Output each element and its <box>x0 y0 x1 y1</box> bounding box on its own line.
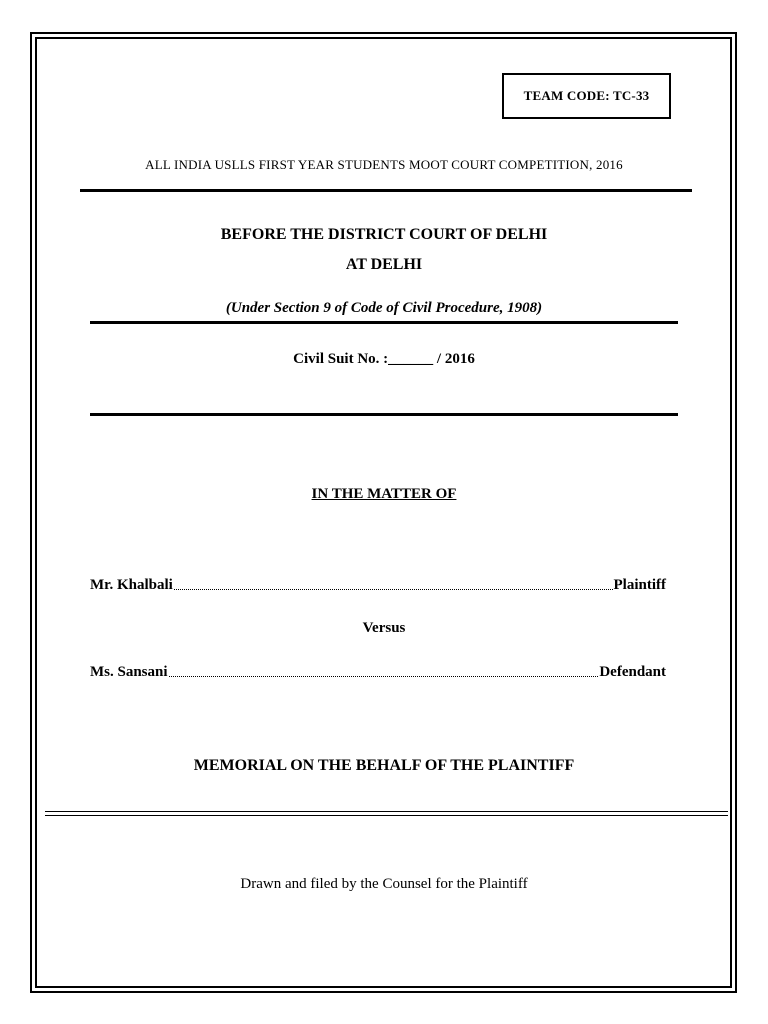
team-code-label: TEAM CODE: TC-33 <box>523 88 650 103</box>
defendant-leader-dots <box>169 675 599 677</box>
page-border-inner <box>35 37 732 988</box>
competition-title: ALL INDIA USLLS FIRST YEAR STUDENTS MOOT COURT COMPETITION, 2016 <box>145 157 623 172</box>
versus-label: Versus <box>362 620 406 636</box>
plaintiff-name: Mr. Khalbali <box>90 577 173 593</box>
team-code-box <box>502 73 671 119</box>
divider-rule-suit <box>90 413 678 416</box>
memorial-title: MEMORIAL ON THE BEHALF OF THE PLAINTIFF <box>193 757 575 774</box>
plaintiff-leader-dots <box>174 588 613 590</box>
defendant-line <box>90 664 666 681</box>
statute-reference: (Under Section 9 of Code of Civil Procedure, 1908) <box>225 300 543 316</box>
plaintiff-role: Plaintiff <box>613 577 666 593</box>
court-name: BEFORE THE DISTRICT COURT OF DELHI <box>220 226 548 243</box>
defendant-role: Defendant <box>599 664 666 680</box>
court-location: AT DELHI <box>345 256 423 273</box>
divider-rule-top <box>80 189 692 192</box>
plaintiff-line <box>90 577 666 594</box>
divider-rule-section <box>90 321 678 324</box>
filed-by-note: Drawn and filed by the Counsel for the Plaintiff <box>240 876 528 892</box>
divider-double-rule <box>45 811 728 816</box>
matter-heading: IN THE MATTER OF <box>311 486 457 502</box>
defendant-name: Ms. Sansani <box>90 664 168 680</box>
civil-suit-number: Civil Suit No. :______ / 2016 <box>293 351 475 367</box>
